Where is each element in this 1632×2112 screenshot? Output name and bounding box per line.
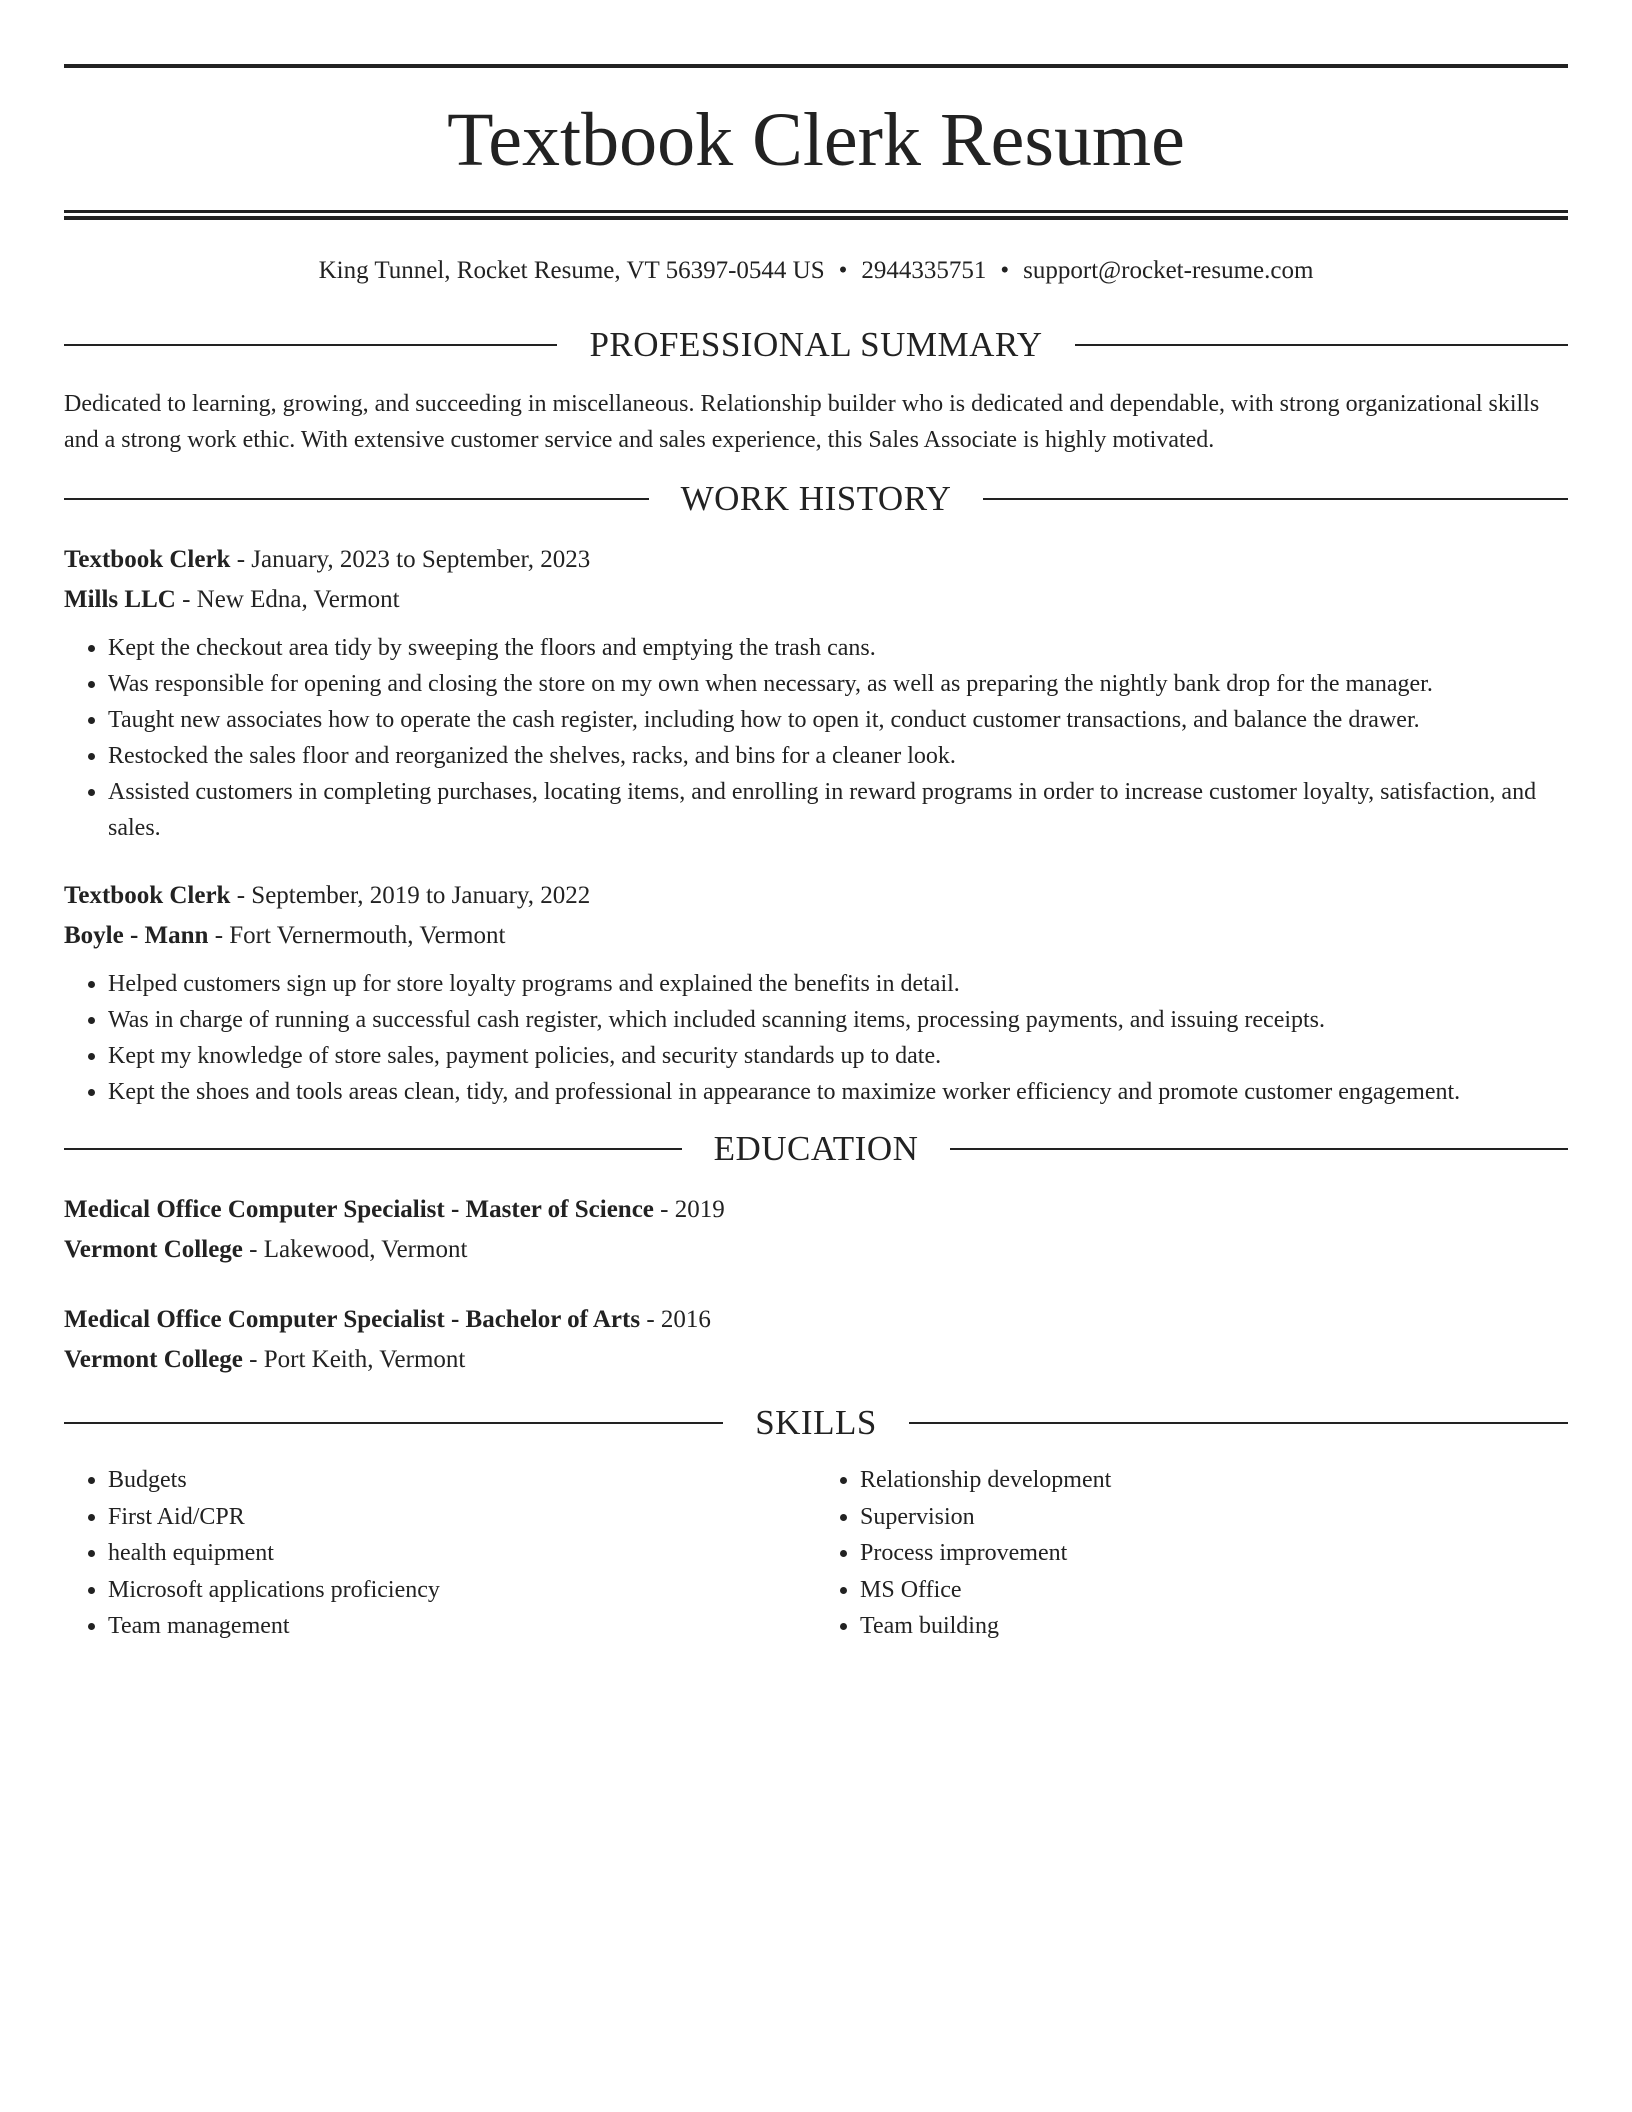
skills-columns [64, 1462, 1568, 1645]
skills-list-left [64, 1462, 816, 1645]
education-school: Vermont College [64, 1236, 243, 1263]
heading-label: WORK HISTORY [680, 479, 952, 518]
list-item: • Process improvement [860, 1535, 1568, 1572]
contact-email: support@rocket-resume.com [1023, 257, 1314, 284]
list-item: • Supervision [860, 1499, 1568, 1536]
work-bullets [64, 630, 1568, 846]
list-item: • Restocked the sales floor and reorganized the shelves, racks, and bins for a cleaner look. [108, 738, 1568, 774]
list-item: • Team management [108, 1608, 816, 1645]
education-year: - 2016 [640, 1306, 711, 1333]
heading-rule [1075, 344, 1568, 346]
heading-label: EDUCATION [713, 1129, 919, 1168]
education-degree: Medical Office Computer Specialist - Bachelor of Arts [64, 1306, 641, 1333]
work-role-line [64, 876, 1568, 916]
list-item: • Kept the checkout area tidy by sweeping the floors and emptying the trash cans. [108, 630, 1568, 666]
education-entry [64, 1190, 1568, 1270]
list-item: • Kept my knowledge of store sales, payment policies, and security standards up to date. [108, 1038, 1568, 1074]
list-item: • Team building [860, 1608, 1568, 1645]
list-item: • Was in charge of running a successful cash register, which included scanning items, processing payments, and issuing receipts. [108, 1002, 1568, 1038]
education-location: - Port Keith, Vermont [242, 1346, 466, 1373]
heading-rule [983, 498, 1568, 500]
list-item: • Relationship development [860, 1462, 1568, 1499]
work-company-line [64, 580, 1568, 620]
work-dates: - January, 2023 to September, 2023 [230, 546, 591, 573]
top-rule [64, 64, 1568, 68]
education-entry [64, 1300, 1568, 1380]
heading-rule [909, 1422, 1568, 1424]
section-heading-summary [64, 324, 1568, 366]
resume-page [64, 64, 1568, 1645]
education-degree-line [64, 1190, 1568, 1230]
page-title: Textbook Clerk Resume [447, 98, 1185, 182]
list-item: • Budgets [108, 1462, 816, 1499]
work-bullets [64, 966, 1568, 1110]
work-role: Textbook Clerk [64, 546, 231, 573]
work-location: - New Edna, Vermont [175, 586, 400, 613]
heading-rule [64, 344, 557, 346]
education-year: - 2019 [653, 1196, 725, 1223]
contact-separator: • [838, 257, 848, 284]
contact-address: King Tunnel, Rocket Resume, VT 56397-0544 US [318, 257, 825, 284]
heading-rule [950, 1148, 1568, 1150]
list-item: • Assisted customers in completing purchases, locating items, and enrolling in reward programs in order to increase customer loyalty, satisfaction, and sales. [108, 774, 1568, 846]
heading-label: SKILLS [755, 1403, 877, 1442]
heading-rule [64, 1422, 723, 1424]
education-degree: Medical Office Computer Specialist - Master of Science [64, 1196, 654, 1223]
summary-text: Dedicated to learning, growing, and succeeding in miscellaneous. Relationship builder who is dedicated and dependable, with strong organizational skills and a strong work ethic. With extensive customer service and sales experience, this Sales Associate is highly motivated. [64, 391, 1540, 453]
list-item: • Microsoft applications proficiency [108, 1572, 816, 1609]
contact-phone: 2944335751 [861, 257, 987, 284]
work-dates: - September, 2019 to January, 2022 [230, 882, 591, 909]
heading-rule [64, 1148, 682, 1150]
skills-list-right [816, 1462, 1568, 1645]
work-entry [64, 876, 1568, 1110]
work-role: Textbook Clerk [64, 882, 231, 909]
list-item: • Helped customers sign up for store loyalty programs and explained the benefits in detail. [108, 966, 1568, 1002]
work-entry [64, 540, 1568, 846]
education-school: Vermont College [64, 1346, 243, 1373]
heading-label: PROFESSIONAL SUMMARY [589, 325, 1043, 364]
work-role-line [64, 540, 1568, 580]
contact-separator: • [1000, 257, 1010, 284]
work-location: - Fort Vernermouth, Vermont [208, 922, 506, 949]
title-double-rule [64, 210, 1568, 220]
section-heading-skills [64, 1402, 1568, 1444]
education-school-line [64, 1230, 1568, 1270]
heading-rule [64, 498, 649, 500]
work-company-line [64, 916, 1568, 956]
education-location: - Lakewood, Vermont [242, 1236, 468, 1263]
list-item: • Was responsible for opening and closing the store on my own when necessary, as well as preparing the nightly bank drop for the manager. [108, 666, 1568, 702]
work-company: Mills LLC [64, 586, 176, 613]
education-degree-line [64, 1300, 1568, 1340]
section-heading-work [64, 478, 1568, 520]
list-item: • Kept the shoes and tools areas clean, tidy, and professional in appearance to maximize worker efficiency and promote customer engagement. [108, 1074, 1568, 1110]
list-item: • First Aid/CPR [108, 1499, 816, 1536]
contact-line [64, 256, 1568, 286]
section-heading-education [64, 1128, 1568, 1170]
list-item: • health equipment [108, 1535, 816, 1572]
list-item: • Taught new associates how to operate the cash register, including how to open it, conduct customer transactions, and balance the drawer. [108, 702, 1568, 738]
list-item: • MS Office [860, 1572, 1568, 1609]
work-company: Boyle - Mann [64, 922, 209, 949]
education-school-line [64, 1340, 1568, 1380]
